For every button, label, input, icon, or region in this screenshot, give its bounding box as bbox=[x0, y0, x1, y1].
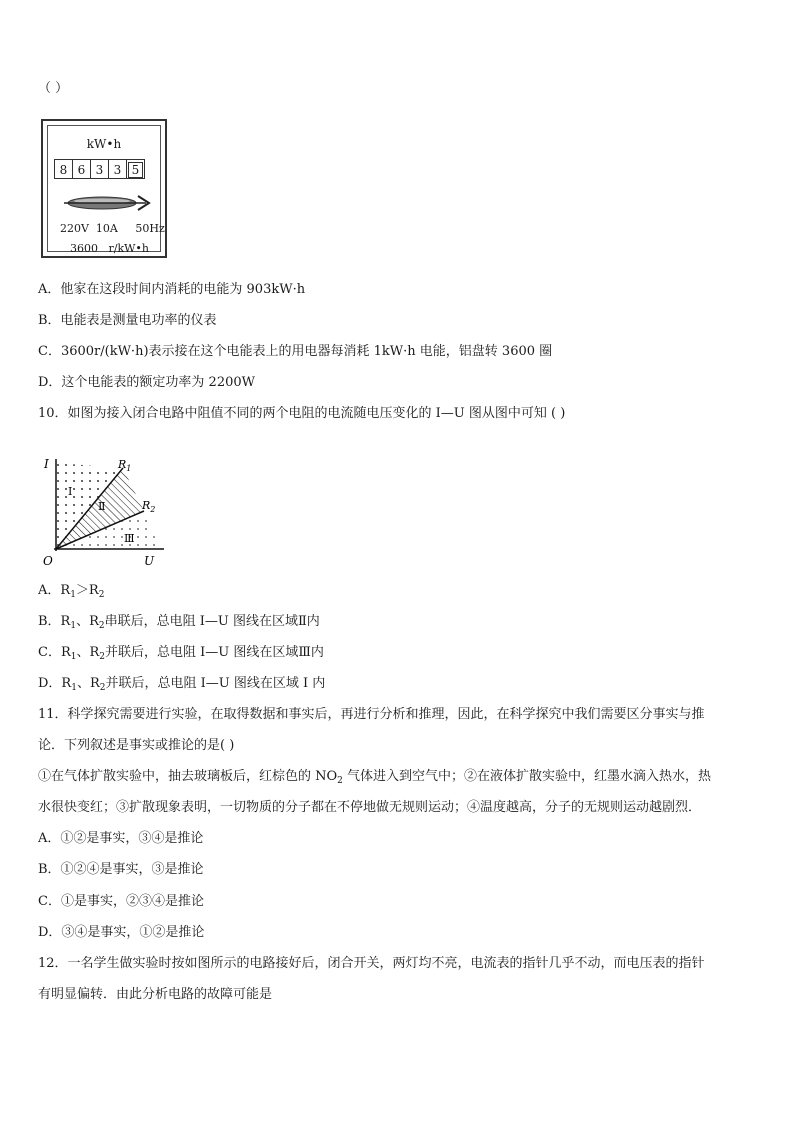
region-2-label: Ⅱ bbox=[98, 500, 106, 513]
meter-disk-arrow-icon bbox=[60, 192, 156, 214]
q9-option-a: A．他家在这段时间内消耗的电能为 903kW·h bbox=[38, 282, 306, 297]
meter-digit: 8 bbox=[54, 159, 73, 179]
q11-body-line1: ①在气体扩散实验中，抽去玻璃板后，红棕色的 $NO_2$ 气体进入到空气中；②在液体扩散实验中，红墨水滴入热水，热 bbox=[38, 769, 712, 786]
meter-digit: 3 bbox=[90, 159, 109, 179]
meter-digit-display bbox=[55, 159, 145, 179]
q10-option-c: C．$R_1$、$R_2$并联后，总电阻 I—U 图线在区域Ⅲ内 bbox=[38, 645, 324, 662]
energy-meter-figure bbox=[41, 119, 167, 258]
q9-option-d: D．这个电能表的额定功率为 2200W bbox=[38, 375, 256, 390]
u-axis-label: U bbox=[144, 554, 155, 568]
answer-parentheses: （ ） bbox=[38, 81, 69, 96]
q10-option-d: D．$R_1$、$R_2$并联后，总电阻 I—U 图线在区域 I 内 bbox=[38, 676, 326, 693]
q9-option-b: B．电能表是测量电功率的仪表 bbox=[38, 313, 217, 328]
meter-digit: 6 bbox=[72, 159, 91, 179]
q10-option-a: A．$R_1>R_2$ bbox=[38, 583, 105, 600]
q10-option-b: B．$R_1$、$R_2$串联后，总电阻 I—U 图线在区域Ⅱ内 bbox=[38, 614, 320, 631]
region-1-label: Ⅰ bbox=[68, 485, 73, 498]
q12-stem-line2: 有明显偏转．由此分析电路的故障可能是 bbox=[38, 987, 273, 1002]
q11-body-line2: 水很快变红；③扩散现象表明，一切物质的分子都在不停地做无规则运动；④温度越高，分子的无规则运动越剧烈． bbox=[38, 800, 702, 815]
q11-option-b: B．①②④是事实，③是推论 bbox=[38, 862, 204, 877]
iu-graph bbox=[40, 455, 170, 570]
q11-stem-line1: 11．科学探究需要进行实验，在取得数据和事实后，再进行分析和推理，因此，在科学探究中我们需要区分事实与推 bbox=[38, 707, 705, 722]
meter-unit-label: kW•h bbox=[86, 137, 122, 151]
meter-digit-decimal: 5 bbox=[126, 159, 145, 179]
i-axis-label: I bbox=[44, 457, 49, 471]
q11-option-c: C．①是事实，②③④是推论 bbox=[38, 894, 204, 909]
q11-stem-line2: 论．下列叙述是事实或推论的是( ) bbox=[38, 738, 235, 753]
origin-label: O bbox=[43, 554, 53, 568]
q11-option-d: D．③④是事实，①②是推论 bbox=[38, 925, 205, 940]
meter-rating-revolutions: 3600 r/kW•h bbox=[70, 242, 149, 255]
q12-stem-line1: 12．一名学生做实验时按如图所示的电路接好后，闭合开关，两灯均不亮，电流表的指针几乎不动，而电压表的指针 bbox=[38, 956, 705, 971]
q11-option-a: A．①②是事实，③④是推论 bbox=[38, 831, 204, 846]
r2-label: $R_2$ bbox=[142, 499, 156, 514]
r1-label: $R_1$ bbox=[118, 458, 132, 473]
region-3-label: Ⅲ bbox=[124, 532, 135, 545]
meter-digit: 3 bbox=[108, 159, 127, 179]
q9-option-c: C．3600r/(kW·h)表示接在这个电能表上的用电器每消耗 1kW·h 电能，铝盘转 3600 圈 bbox=[38, 344, 553, 359]
meter-rating-voltage-current: 220V 10A 50Hz bbox=[60, 222, 165, 235]
q10-stem: 10．如图为接入闭合电路中阻值不同的两个电阻的电流随电压变化的 I—U 图从图中可知 ( ) bbox=[38, 406, 566, 421]
